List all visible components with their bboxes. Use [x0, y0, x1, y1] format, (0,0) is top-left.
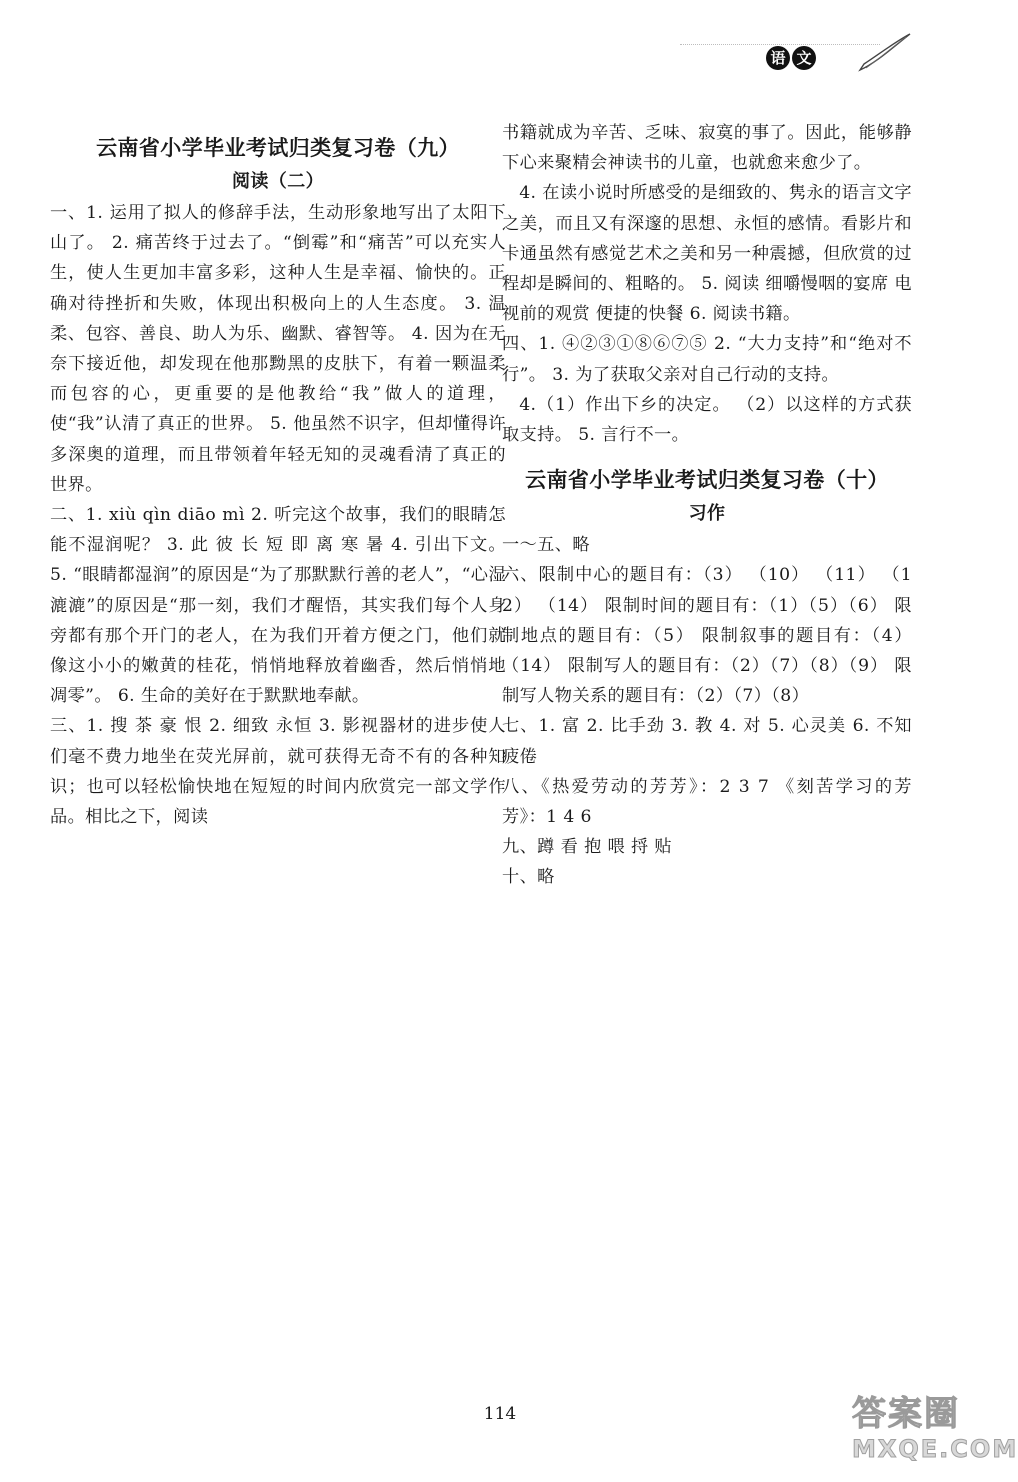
answer-paragraph: 七、1. 富 2. 比手劲 3. 教 4. 对 5. 心灵美 6. 不知疲倦 [502, 716, 912, 767]
answer-paragraph: 八、《热爱劳动的芳芳》：2 3 7 《刻苦学习的芳芳》：1 4 6 [502, 776, 912, 828]
left-column [50, 118, 506, 832]
header-rule [680, 44, 880, 45]
section-title-9: 云南省小学毕业考试归类复习卷（九） [96, 136, 460, 160]
page-number: 114 [483, 1404, 517, 1424]
subtitle-reading-2: 阅读（二） [232, 171, 324, 192]
subject-char-1: 语 [766, 46, 790, 70]
answer-paragraph: 4.（1）作出下乡的决定。 （2）以这样的方式获取支持。 5. 言行不一。 [502, 394, 912, 446]
watermark-text-bottom: MXQE.COM [852, 1435, 1018, 1463]
watermark-text-top: 答案圈 [852, 1394, 960, 1434]
answer-paragraph: 4. 在读小说时所感受的是细致的、隽永的语言文字之美，而且又有深邃的思想、永恒的感情。看影片和卡通虽然有感觉艺术之美和另一种震撼，但欣赏的过程却是瞬间的、粗略的。 5. 阅读 细嚼慢咽的宴席 电视前的观赏 便捷的快餐 6. 阅读书籍。 [502, 183, 912, 325]
answer-paragraph: 四、1. ④②③①⑧⑥⑦⑤ 2. “大力支持”和“绝对不行”。 3. 为了获取父亲对自己行动的支持。 [502, 334, 912, 385]
answer-paragraph: 十、略 [502, 867, 555, 888]
answer-paragraph: 书籍就成为辛苦、乏味、寂寞的事了。因此，能够静下心来聚精会神读书的儿童，也就愈来愈少了。 [502, 123, 912, 174]
answer-paragraph: 三、1. 搜 茶 豪 恨 2. 细致 永恒 3. 影视器材的进步使人们毫不费力地坐在荧光屏前，就可获得无奇不有的各种知识；也可以轻松愉快地在短短的时间内欣赏完一部文学作品。相比之下，阅读 [50, 716, 506, 828]
leaf-decoration-icon [856, 30, 912, 76]
watermark-logo [852, 1394, 1018, 1476]
subject-badge [766, 46, 816, 72]
answer-paragraph: 一、1. 运用了拟人的修辞手法，生动形象地写出了太阳下山了。 2. 痛苦终于过去了。“倒霉”和“痛苦”可以充实人生，使人生更加丰富多彩，这种人生是幸福、愉快的。正确对待挫折和失败，体现出积极向上的人生态度。 3. 温柔、包容、善良、助人为乐、幽默、睿智等。 4. 因为在无奈下接近他，却发现在他那黝黑的皮肤下，有着一颗温柔而包容的心，更重要的是他教给“我”做人的道理，使“我”认清了真正的世界。 5. 他虽然不识字，但却懂得许多深奥的道理，而且带领着年轻无知的灵魂看清了真正的世界。 [50, 203, 506, 495]
subject-char-2: 文 [792, 46, 816, 70]
right-column [502, 118, 912, 893]
answer-paragraph: 一～五、略 [502, 535, 590, 556]
subtitle-writing: 习作 [688, 503, 726, 525]
section-title-10: 云南省小学毕业考试归类复习卷（十） [525, 468, 889, 493]
answer-paragraph: 九、蹲 看 抱 喂 捋 贴 [502, 837, 673, 858]
answer-paragraph: 六、限制中心的题目有：（3） （10） （11） （12） （14） 限制时间的题目有：（1）（5）（6） 限制地点的题目有：（5） 限制叙事的题目有：（4） （14） 限制写人的题目有：（2）（7）（8）（9） 限制写人物关系的题目有：（2）（7）（8） [502, 565, 912, 707]
answer-paragraph: 二、1. xiù qìn diāo mì 2. 听完这个故事，我们的眼睛怎能不湿润呢？ 3. 此 彼 长 短 即 离 寒 暑 4. 引出下文。 5. “眼睛都湿润”的原因是“为了那默默行善的老人”，“心湿漉漉”的原因是“那一刻，我们才醒悟，其实我们每个人身旁都有那个开门的老人，在为我们开着方便之门，他们就像这小小的嫩黄的桂花，悄悄地释放着幽香，然后悄悄地凋零”。 6. 生命的美好在于默默地奉献。 [50, 505, 506, 707]
